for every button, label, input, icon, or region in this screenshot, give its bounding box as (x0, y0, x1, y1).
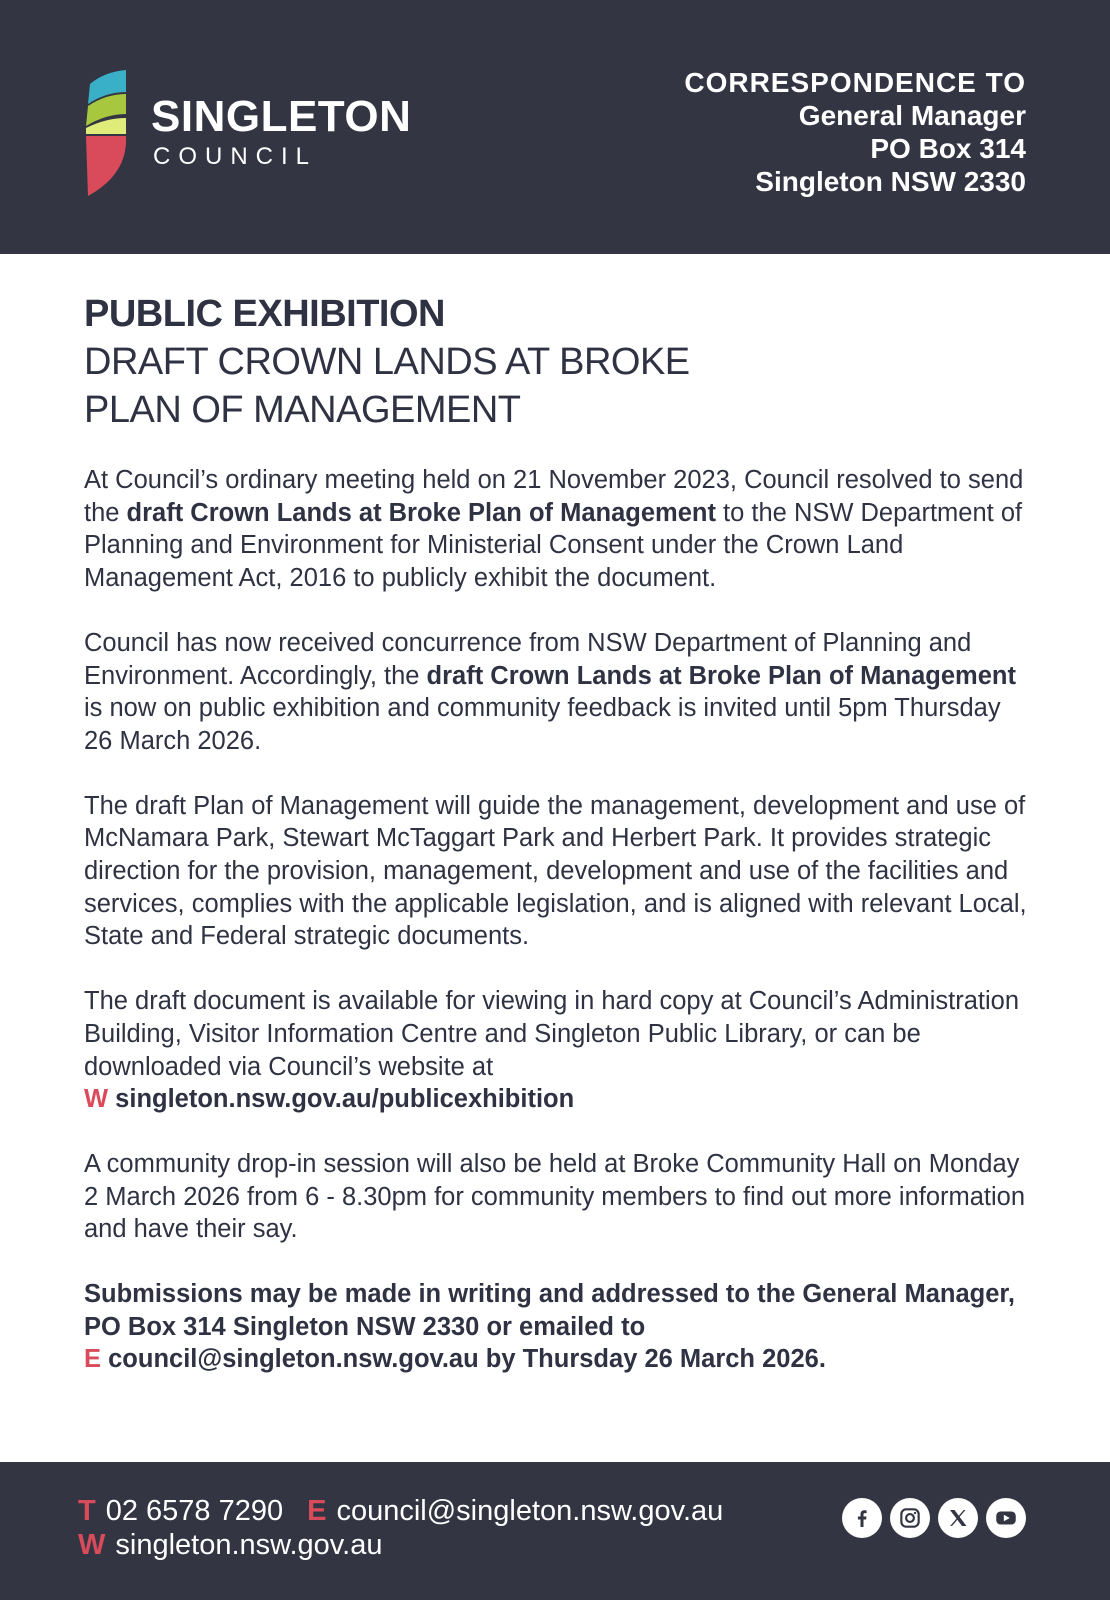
submission-email-link[interactable]: council@singleton.nsw.gov.au by Thursday 26 March 2026. (108, 1345, 826, 1374)
correspondence-block (684, 66, 1026, 198)
correspondence-line: Singleton NSW 2330 (755, 166, 1026, 197)
facebook-icon[interactable] (842, 1498, 882, 1538)
footer (0, 1462, 1110, 1600)
correspondence-line: PO Box 314 (870, 133, 1026, 164)
council-logo (84, 70, 424, 200)
website-label: W (84, 1085, 109, 1114)
phone-number[interactable]: 02 6578 7290 (105, 1495, 284, 1527)
text: is now on public exhibition and community feedback is invited until 5pm Thursday 26 March 2026. (84, 694, 1001, 755)
footer-email-link[interactable]: council@singleton.nsw.gov.au (336, 1495, 724, 1527)
phone-label: T (78, 1495, 96, 1527)
email-label: E (84, 1345, 102, 1374)
document-name: draft Crown Lands at Broke Plan of Management (126, 498, 716, 527)
paragraph-concurrence (84, 627, 1034, 758)
paragraph-drop-in-session: A community drop-in session will also be held at Broke Community Hall on Monday 2 March 2026 from 6 - 8.30pm for community members to find out more information and have their say. (84, 1149, 1026, 1244)
text: to the NSW Department of Planning and Environment for Ministerial Consent under the Crown Land Management Act, 2016 to publicly exhibit the document. (84, 498, 1023, 593)
paragraph-submissions (84, 1278, 1034, 1376)
paragraph-resolution (84, 464, 1034, 595)
notice-body (84, 290, 1034, 1376)
paragraph-availability (84, 985, 1034, 1116)
text: At Council’s ordinary meeting held on 21 November 2023, Council resolved to send the (84, 466, 1024, 527)
text: The draft document is available for viewing in hard copy at Council’s Administration Building, Visitor Information Centre and Singleton Public Library, or can be downloaded via Council’s website at (84, 987, 1020, 1081)
email-label: E (307, 1495, 327, 1527)
youtube-icon[interactable] (986, 1498, 1026, 1538)
text: Submissions may be made in writing and addressed to the General Manager, PO Box 314 Singleton NSW 2330 or emailed to (84, 1280, 1015, 1341)
x-icon[interactable] (938, 1498, 978, 1538)
logo-subtitle: COUNCIL (153, 143, 318, 170)
instagram-icon[interactable] (890, 1498, 930, 1538)
logo-mark-icon (84, 70, 130, 198)
header (0, 0, 1110, 254)
document-name: draft Crown Lands at Broke Plan of Management (426, 661, 1016, 690)
footer-website-line (78, 1528, 382, 1562)
notice-subheading: DRAFT CROWN LANDS AT BROKE (84, 341, 690, 383)
paragraph-plan-description: The draft Plan of Management will guide the management, development and use of McNamara Park, Stewart McTaggart Park and Herbert Park. It provides strategic direction for the provision, management, development and use of the facilities and services, complies with the applicable legislation, and is aligned with relevant Local, State and Federal strategic documents. (84, 791, 1027, 951)
text: Council has now received concurrence from NSW Department of Planning and Environment. Accordingly, the (84, 628, 972, 690)
correspondence-title: CORRESPONDENCE TO (684, 67, 1026, 98)
footer-website-link[interactable]: singleton.nsw.gov.au (115, 1529, 383, 1561)
website-label: W (78, 1529, 106, 1561)
footer-contact-line (78, 1494, 723, 1528)
social-links (842, 1498, 1026, 1538)
correspondence-line: General Manager (798, 100, 1026, 131)
notice-subheading: PLAN OF MANAGEMENT (84, 389, 521, 431)
logo-name: SINGLETON (151, 92, 412, 141)
notice-heading: PUBLIC EXHIBITION (84, 293, 445, 335)
exhibition-link[interactable]: singleton.nsw.gov.au/publicexhibition (115, 1085, 575, 1114)
